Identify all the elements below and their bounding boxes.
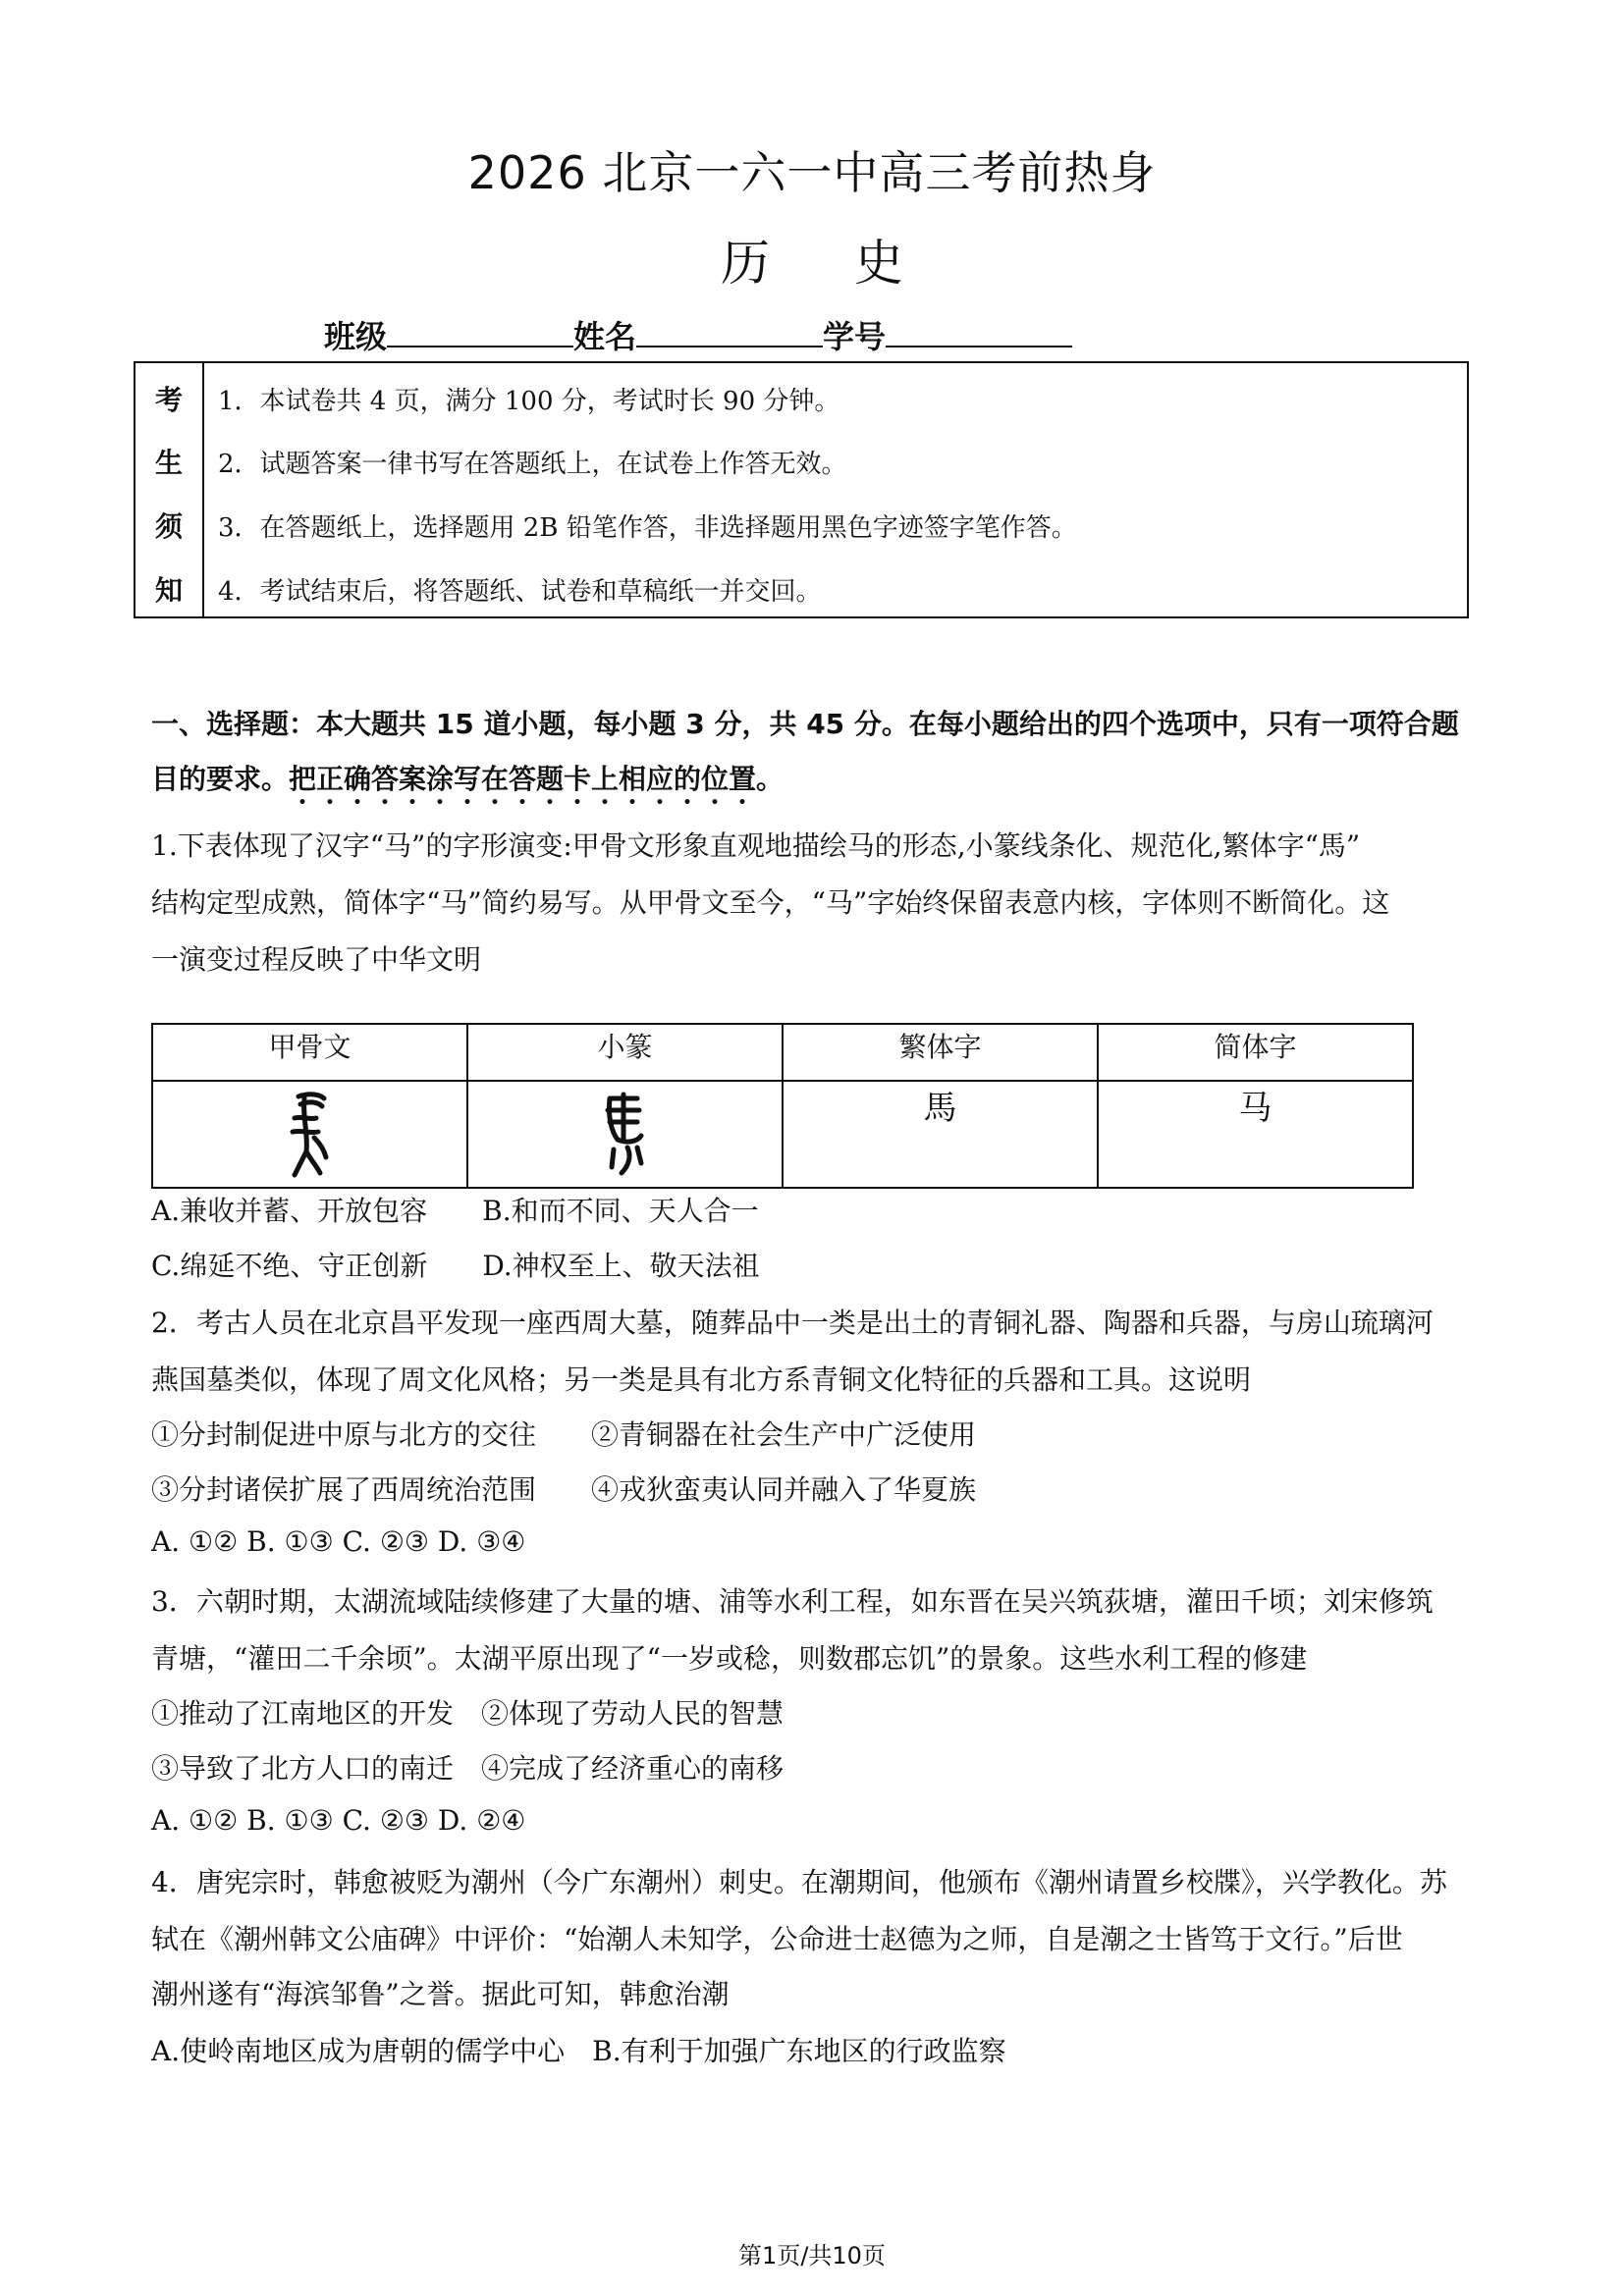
id-label: 学号: [823, 318, 887, 355]
notice-rule: 1．本试卷共 4 页，满分 100 分，考试时长 90 分钟。: [218, 387, 840, 416]
notice-side-label: [135, 363, 204, 616]
q2-line: ③分封诸侯扩展了西周统治范围 ④戎狄蛮夷认同并融入了华夏族: [151, 1473, 977, 1506]
notice-rule: 2．试题答案一律书写在答题纸上，在试卷上作答无效。: [218, 450, 847, 479]
exam-title: 2026 北京一六一中高三考前热身: [467, 146, 1157, 199]
q3-line: 3．六朝时期，太湖流域陆续修建了大量的塘、浦等水利工程，如东晋在吴兴筑荻塘，灌田千顷；刘宋修筑: [151, 1585, 1434, 1618]
name-label: 姓名: [573, 318, 637, 355]
jianti-glyph: 马: [1238, 1089, 1272, 1128]
name-blank[interactable]: [636, 316, 823, 347]
q1-option-line[interactable]: A.兼收并蓄、开放包容 B.和而不同、天人合一: [151, 1195, 759, 1227]
q1-glyph-table: [151, 1023, 1414, 1189]
table-header-jianti: 简体字: [1098, 1024, 1413, 1081]
q1-stem-line: 一演变过程反映了中华文明: [151, 943, 482, 976]
notice-side-char: 考: [154, 384, 183, 416]
notice-side-char: 生: [154, 447, 183, 479]
q3-options[interactable]: A. ①② B. ①③ C. ②③ D. ②④: [151, 1804, 526, 1837]
subject-title: 历史: [721, 235, 988, 292]
q2-options[interactable]: A. ①② B. ①③ C. ②③ D. ③④: [151, 1525, 526, 1558]
q1-stem-line: 结构定型成熟，简体字“马”简约易写。从甲骨文至今，“马”字始终保留表意内核，字体则不断简化。这: [151, 886, 1390, 919]
page-number: 第1页/共10页: [738, 2242, 886, 2269]
table-header-fanti: 繁体字: [783, 1024, 1098, 1081]
q1-stem-line: 1.下表体现了汉字“马”的字形演变:甲骨文形象直观地描绘马的形态,小篆线条化、规范化,繁体字“馬”: [151, 829, 1361, 862]
notice-side-char: 须: [154, 510, 183, 543]
seal-script-horse-glyph: [598, 1089, 653, 1179]
q3-line: ③导致了北方人口的南迁 ④完成了经济重心的南移: [151, 1752, 785, 1785]
q2-line: ①分封制促进中原与北方的交往 ②青铜器在社会生产中广泛使用: [151, 1418, 977, 1451]
class-label: 班级: [324, 318, 388, 355]
oracle-bone-horse-glyph: [281, 1089, 340, 1179]
q4-line: 轼在《潮州韩文公庙碑》中评价：“始潮人未知学，公命进士赵德为之师，自是潮之士皆笃于文行。”后世: [151, 1923, 1403, 1955]
section-heading-line1: 一、选择题：本大题共 15 道小题，每小题 3 分，共 45 分。在每小题给出的四个选项中，只有一项符合题: [151, 708, 1459, 740]
student-info-line: [324, 312, 1072, 357]
jianti-glyph-cell: [1098, 1081, 1413, 1188]
section-heading-emphasis: 把正确答案涂写在答题卡上相应的位置: [289, 763, 757, 795]
q3-line: ①推动了江南地区的开发 ②体现了劳动人民的智慧: [151, 1697, 785, 1730]
notice-side-char: 知: [154, 574, 183, 607]
exam-notice-box: [134, 361, 1469, 618]
q3-line: 青塘，“灌田二千余顷”。太湖平原出现了“一岁或稔，则数郡忘饥”的景象。这些水利工程的修建: [151, 1642, 1308, 1675]
q4-line: 4．唐宪宗时，韩愈被贬为潮州（今广东潮州）刺史。在潮期间，他颁布《潮州请置乡校牒》，兴学教化。苏: [151, 1866, 1447, 1898]
id-blank[interactable]: [886, 316, 1072, 347]
xiaozhuan-glyph-cell: [467, 1081, 783, 1188]
notice-rule: 4．考试结束后，将答题纸、试卷和草稿纸一并交回。: [218, 577, 822, 607]
section-heading-end: 。: [756, 763, 785, 795]
q2-line: 2．考古人员在北京昌平发现一座西周大墓，随葬品中一类是出土的青铜礼器、陶器和兵器，与房山琉璃河: [151, 1307, 1434, 1339]
q4-line: 潮州遂有“海滨邹鲁”之誉。据此可知，韩愈治潮: [151, 1978, 730, 2010]
q2-line: 燕国墓类似，体现了周文化风格；另一类是具有北方系青铜文化特征的兵器和工具。这说明: [151, 1363, 1252, 1396]
q4-options[interactable]: A.使岭南地区成为唐朝的儒学中心 B.有利于加强广东地区的行政监察: [151, 2035, 1006, 2067]
section-heading-plain: 目的要求。: [151, 763, 290, 795]
fanti-glyph-cell: [783, 1081, 1098, 1188]
q1-option-line[interactable]: C.绵延不绝、守正创新 D.神权至上、敬天法祖: [151, 1250, 760, 1282]
fanti-glyph: 馬: [923, 1089, 957, 1128]
section-heading-line2: [151, 758, 784, 811]
table-header-jiagu: 甲骨文: [152, 1024, 467, 1081]
table-header-xiaozhuan: 小篆: [467, 1024, 783, 1081]
class-blank[interactable]: [387, 316, 573, 347]
jiagu-glyph-cell: [152, 1081, 467, 1188]
notice-rule: 3．在答题纸上，选择题用 2B 铅笔作答，非选择题用黑色字迹签字笔作答。: [218, 513, 1077, 543]
